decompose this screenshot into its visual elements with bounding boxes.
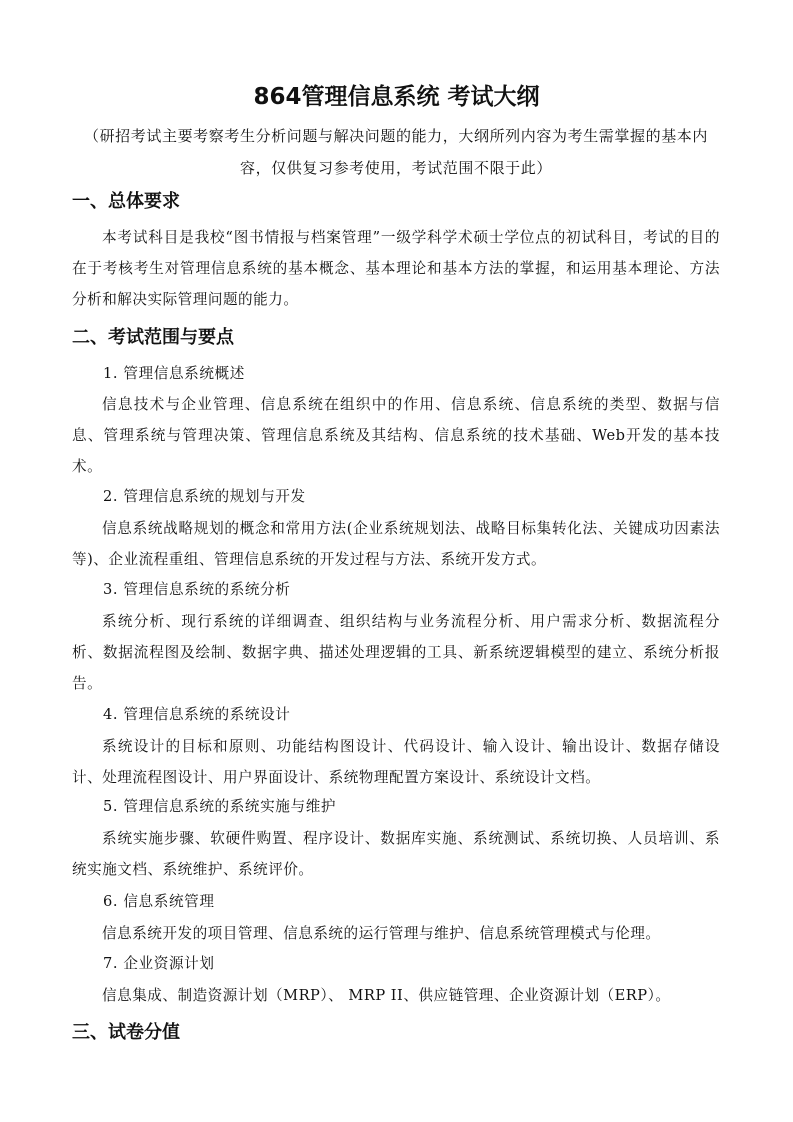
document-title: 864管理信息系统 考试大纲 [253, 84, 540, 110]
item-body-analysis: 系统分析、现行系统的详细调查、组织结构与业务流程分析、用户需求分析、数据流程分析、数据流程图及绘制、数据字典、描述处理逻辑的工具、新系统逻辑模型的建立、系统分析报告。 [72, 613, 720, 692]
section-body-general-requirements: 本考试科目是我校“图书情报与档案管理”一级学科学术硕士学位点的初试科目，考试的目的在于考核考生对管理信息系统的基本概念、基本理论和基本方法的掌握，和运用基本理论、方法分析和解决实际管理问题的能力。 [72, 229, 720, 308]
item-title-analysis: 3. 管理信息系统的系统分析 [103, 581, 291, 598]
item-title-planning: 2. 管理信息系统的规划与开发 [103, 488, 306, 505]
section-heading-general-requirements: 一、总体要求 [72, 191, 180, 212]
document-subtitle: （研招考试主要考察考生分析问题与解决问题的能力，大纲所列内容为考生需掌握的基本内容，仅供复习参考使用，考试范围不限于此） [83, 127, 708, 177]
item-title-overview: 1. 管理信息系统概述 [103, 365, 245, 382]
item-body-implementation: 系统实施步骤、软硬件购置、程序设计、数据库实施、系统测试、系统切换、人员培训、系统实施文档、系统维护、系统评价。 [72, 830, 720, 878]
item-body-planning: 信息系统战略规划的概念和常用方法(企业系统规划法、战略目标集转化法、关键成功因素法等)、企业流程重组、管理信息系统的开发过程与方法、系统开发方式。 [72, 520, 720, 568]
item-body-design: 系统设计的目标和原则、功能结构图设计、代码设计、输入设计、输出设计、数据存储设计、处理流程图设计、用户界面设计、系统物理配置方案设计、系统设计文档。 [72, 738, 720, 786]
section-heading-exam-scope: 二、考试范围与要点 [72, 327, 234, 348]
item-body-erp: 信息集成、制造资源计划（MRP）、 MRP II、供应链管理、企业资源计划（ERP）。 [102, 987, 671, 1004]
item-title-is-management: 6. 信息系统管理 [103, 893, 215, 910]
item-body-is-management: 信息系统开发的项目管理、信息系统的运行管理与维护、信息系统管理模式与伦理。 [102, 925, 661, 942]
item-body-overview: 信息技术与企业管理、信息系统在组织中的作用、信息系统、信息系统的类型、数据与信息、管理系统与管理决策、管理信息系统及其结构、信息系统的技术基础、Web开发的基本技术。 [72, 396, 720, 475]
section-heading-score: 三、试卷分值 [72, 1022, 180, 1043]
item-title-erp: 7. 企业资源计划 [103, 955, 215, 972]
item-title-design: 4. 管理信息系统的系统设计 [103, 706, 291, 723]
item-title-implementation: 5. 管理信息系统的系统实施与维护 [103, 798, 337, 815]
